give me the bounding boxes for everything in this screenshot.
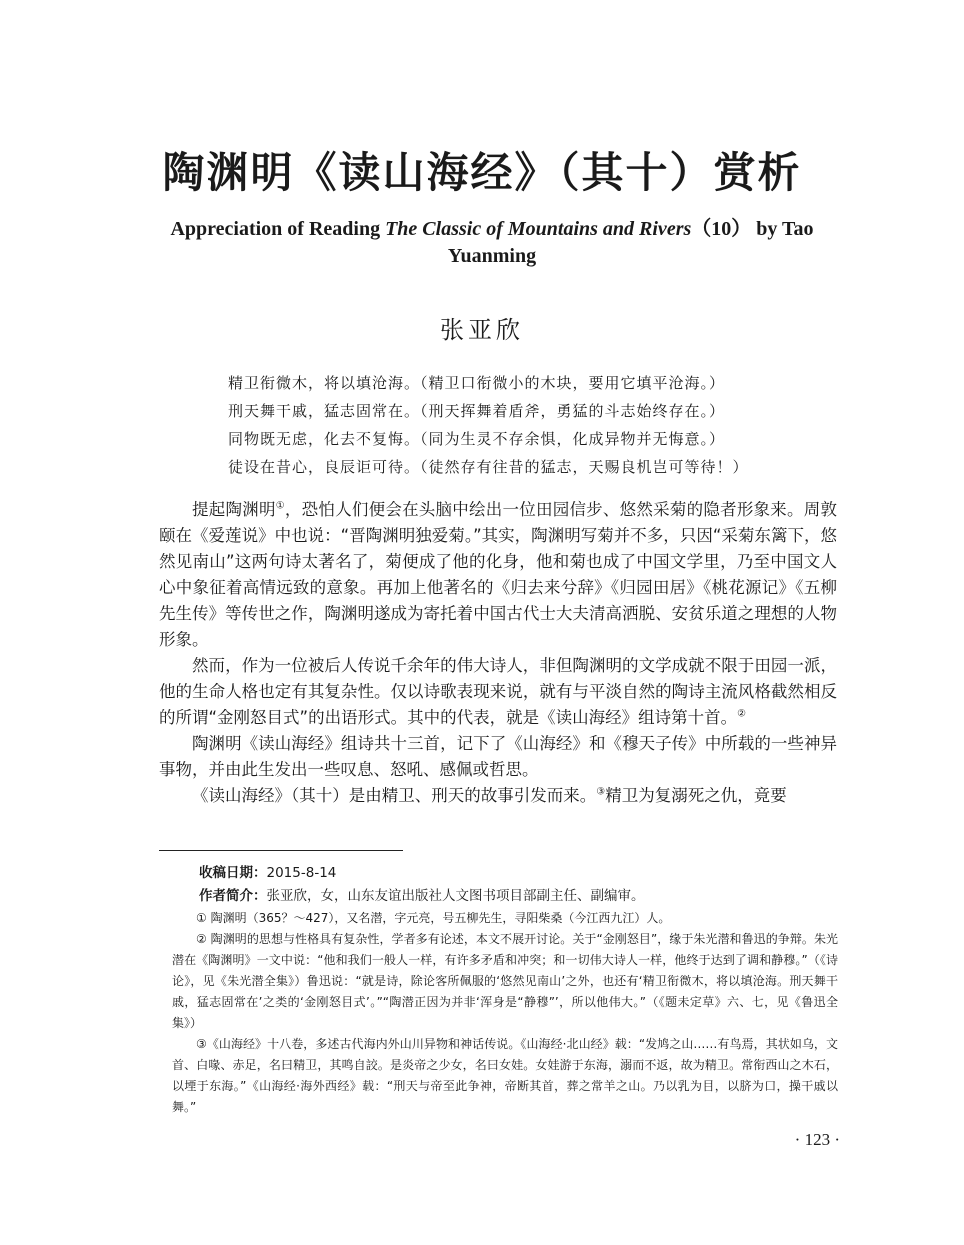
footnote-divider [159, 850, 403, 851]
english-title-suffix: （10） by Tao Yuanming [447, 218, 814, 267]
body-paragraph [159, 653, 837, 731]
footnote-ref[interactable]: ③ [596, 786, 606, 798]
body-paragraph [159, 497, 837, 653]
footnote-2: ② 陶渊明的思想与性格具有复杂性，学者多有论述，本文不展开讨论。关于“金刚怒目”，缘于朱光潜和鲁迅的争辩。朱光潜在《陶渊明》一文中说：“他和我们一般人一样，有许多矛盾和冲突；和一切伟大诗人一样，他终于达到了调和静穆。”（《诗论》，见《朱光潜全集》）鲁迅说：“就是诗，除论客所佩服的‘悠然见南山’之外，也还有‘精卫衔微木，将以填沧海。刑天舞干戚，猛志固常在’之类的‘金刚怒目式’。”“陶潜正因为并非‘浑身是“静穆”’，所以他伟大。”（《题未定草》六、七，见《鲁迅全集》） [172, 932, 838, 1030]
received-value: 2015-8-14 [266, 865, 337, 881]
paragraph-text: ，恐怕人们便会在头脑中绘出一位田园信步、悠然采菊的隐者形象来。周敦颐在《爱莲说》中也说：“晋陶渊明独爱菊。”其实，陶渊明写菊并不多，只因“采菊东篱下，悠然见南山”这两句诗太著名了，菊便成了他的化身，他和菊也成了中国文学里，乃至中国文人心中象征着高情远致的意象。再加上他著名的《归去来兮辞》《归园田居》《桃花源记》《五柳先生传》等传世之作，陶渊明遂成为寄托着中国古代士大夫清高洒脱、安贫乐道之理想的人物形象。 [159, 500, 838, 649]
body-paragraph [159, 783, 837, 809]
article-body [159, 497, 837, 809]
poem-line: 徒设在昔心，良辰讵可待。（徒然存有往昔的猛志，天赐良机岂可等待！） [228, 458, 749, 476]
poem-line: 同物既无虑，化去不复悔。（同为生灵不存余惧，化成异物并无悔意。） [228, 430, 726, 448]
footnote-ref[interactable]: ② [737, 708, 747, 720]
bio-value: 张亚欣，女，山东友谊出版社人文图书项目部副主任、副编审。 [266, 888, 645, 904]
paragraph-text: 《读山海经》（其十）是由精卫、刑天的故事引发而来。 [192, 786, 597, 805]
footnote-3: ③《山海经》十八卷，多述古代海内外山川异物和神话传说。《山海经·北山经》载：“发鸠之山……有鸟焉，其状如乌，文首、白喙、赤足，名曰精卫，其鸣自詨。是炎帝之少女，名曰女娃。女娃游于东海，溺而不返，故为精卫。常衔西山之木石，以堙于东海。”《山海经·海外西经》载：“刑天与帝至此争神，帝断其首，葬之常羊之山。乃以乳为目，以脐为口，操干戚以舞。” [172, 1037, 838, 1114]
bio-label: 作者简介： [199, 888, 267, 904]
received-date [172, 862, 838, 885]
page-number: · 123 · [794, 1130, 840, 1149]
poem-line: 刑天舞干戚，猛志固常在。（刑天挥舞着盾斧，勇猛的斗志始终存在。） [228, 402, 726, 420]
footnotes [172, 862, 838, 1118]
english-title-prefix: Appreciation of Reading [170, 218, 386, 240]
paragraph-text: 然而，作为一位被后人传说千余年的伟大诗人，非但陶渊明的文学成就不限于田园一派，他的生命人格也定有其复杂性。仅以诗歌表现来说，就有与平淡自然的陶诗主流风格截然相反的所谓“金刚怒目式”的出语形式。其中的代表，就是《读山海经》组诗第十首。 [159, 656, 837, 727]
article-title: 陶渊明《读山海经》（其十）赏析 [162, 148, 802, 197]
footnote-ref[interactable]: ① [275, 500, 285, 512]
author-name: 张亚欣 [440, 316, 524, 344]
english-title-italic: The Classic of Mountains and Rivers [385, 218, 692, 240]
footnote-1: ① 陶渊明（365？～427），又名潜，字元亮，号五柳先生，寻阳柴桑（今江西九江）人。 [196, 911, 671, 925]
author-bio [172, 885, 838, 908]
poem-line: 精卫衔微木，将以填沧海。（精卫口衔微小的木块，要用它填平沧海。） [228, 374, 726, 392]
received-label: 收稿日期： [199, 865, 267, 881]
english-title [150, 216, 834, 270]
paragraph-text: 提起陶渊明 [192, 500, 276, 519]
poem-block [228, 369, 848, 481]
paragraph-text: 精卫为复溺死之仇，竟要 [605, 786, 787, 805]
body-paragraph: 陶渊明《读山海经》组诗共十三首，记下了《山海经》和《穆天子传》中所载的一些神异事物，并由此生发出一些叹息、怒吼、感佩或哲思。 [159, 734, 837, 779]
